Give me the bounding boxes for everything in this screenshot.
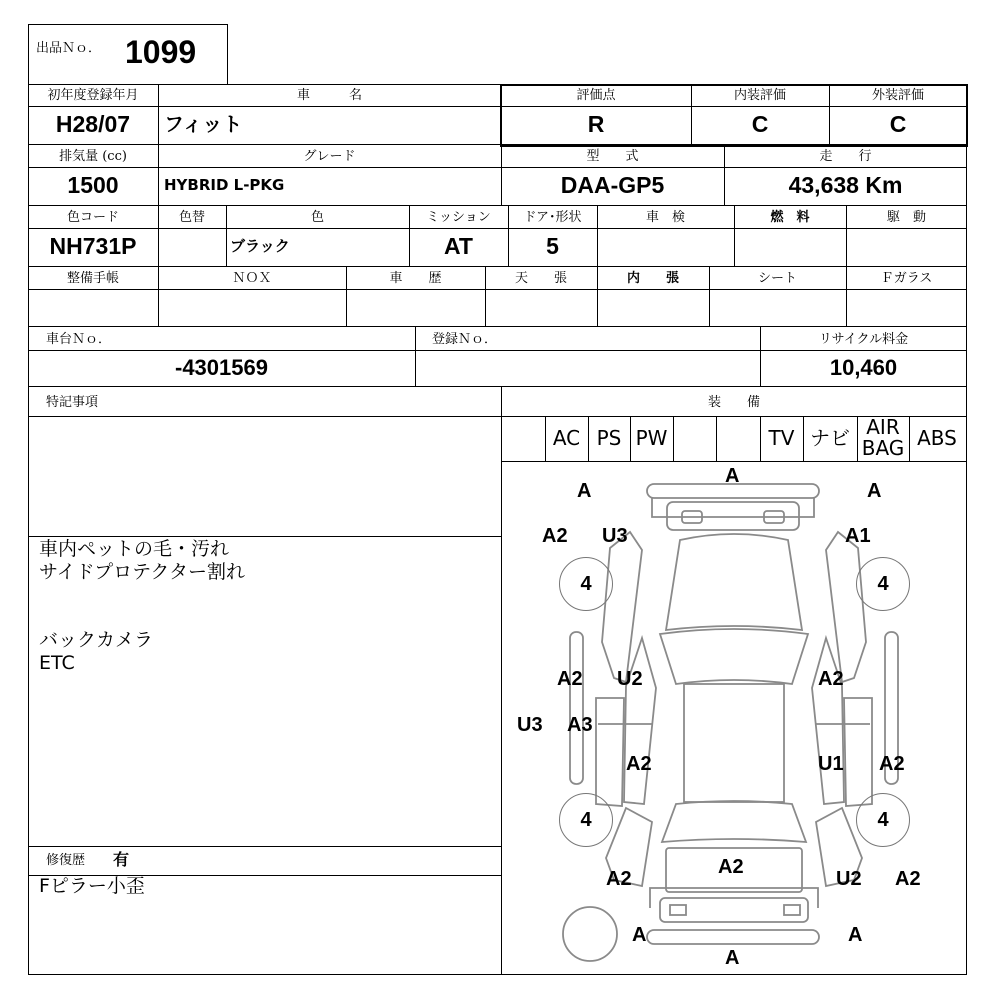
tire-front-right: 4 (856, 557, 910, 611)
lot-number: 1099 (125, 34, 197, 70)
tire-front-left: 4 (559, 557, 613, 611)
exterior-grade-value: C (889, 111, 907, 137)
color-label: 色 (310, 210, 324, 225)
note-line-4: バックカメラ (39, 629, 154, 651)
first-reg-label: 初年度登録年月 (47, 88, 139, 103)
model-label: 型 式 (586, 149, 639, 164)
score-label: 評価点 (576, 88, 616, 103)
mission-label: ミッション (426, 210, 491, 225)
damage-mark: A2 (606, 868, 632, 890)
lot-label: 出品Ｎｏ． (36, 41, 102, 56)
note-line-1: 車内ペットの毛・汚れ (39, 538, 230, 560)
equipment-tv: TV (768, 426, 795, 450)
mission-value: AT (444, 233, 473, 259)
recycle-label: リサイクル料金 (818, 332, 909, 347)
displacement-value: 1500 (67, 172, 119, 198)
damage-mark: A (725, 947, 740, 969)
interior-trim-label: 内 張 (626, 271, 679, 286)
damage-mark: U2 (836, 868, 862, 890)
mileage-value: 43,638 Km (788, 172, 903, 198)
maintenance-label: 整備手帳 (66, 271, 119, 286)
model-value: DAA-GP5 (560, 172, 665, 198)
color-code-value: NH731P (49, 233, 137, 259)
registration-label: 登録Ｎｏ． (432, 332, 498, 347)
damage-mark: A2 (818, 668, 844, 690)
history-label: 車 歴 (389, 271, 442, 286)
equipment-abs: ABS (917, 426, 957, 450)
damage-mark: A2 (879, 753, 905, 775)
repaint-label: 色替 (178, 210, 205, 225)
equipment-pw: PW (635, 426, 668, 450)
door-value: 5 (546, 233, 559, 259)
tire-rear-right: 4 (856, 793, 910, 847)
damage-mark: U3 (517, 714, 543, 736)
repair-note: Fピラー小歪 (39, 875, 145, 897)
nox-label: ＮＯＸ (232, 271, 272, 286)
car-name-label: 車 名 (296, 88, 362, 103)
glass-label: Ｆガラス (880, 271, 933, 286)
chassis-label: 車台Ｎｏ． (46, 332, 112, 347)
interior-grade-label: 内装評価 (733, 88, 786, 103)
equipment-airbag: AIR BAG (861, 415, 905, 460)
damage-mark: A (867, 480, 882, 502)
equipment-label: 装 備 (707, 395, 760, 410)
damage-mark: A2 (542, 525, 568, 547)
damage-mark: A (848, 924, 863, 946)
displacement-label: 排気量 (cc) (59, 149, 127, 164)
note-line-2: サイドプロテクター割れ (39, 561, 245, 583)
notes-label: 特記事項 (46, 395, 99, 410)
first-reg-value: H28/07 (55, 111, 131, 137)
damage-mark: A (632, 924, 647, 946)
drive-label: 駆 動 (886, 210, 926, 225)
chassis-value: -4301569 (175, 355, 268, 380)
damage-mark: A2 (718, 856, 744, 878)
equipment-ps: PS (596, 426, 622, 450)
door-label: ドア･形状 (523, 210, 582, 225)
mileage-label: 走 行 (819, 149, 872, 164)
exterior-grade-label: 外装評価 (871, 88, 924, 103)
damage-mark: A2 (557, 668, 583, 690)
damage-mark: A3 (567, 714, 593, 736)
repair-value: 有 (113, 850, 130, 869)
damage-mark: U1 (818, 753, 844, 775)
damage-mark: A (577, 480, 592, 502)
grade-label: グレード (303, 149, 356, 164)
roof-label: 天 張 (514, 271, 567, 286)
inspection-label: 車 検 (645, 210, 685, 225)
score-value: R (587, 111, 605, 137)
damage-mark: A2 (626, 753, 652, 775)
equipment-navi: ナビ (810, 426, 850, 450)
grade-value: HYBRID L-PKG (164, 176, 285, 194)
damage-mark: U2 (617, 668, 643, 690)
seat-label: シート (757, 271, 797, 286)
recycle-value: 10,460 (829, 355, 898, 380)
damage-mark: A1 (845, 525, 871, 547)
equipment-ac: AC (552, 426, 581, 450)
color-value: ブラック (230, 237, 290, 255)
tire-rear-left: 4 (559, 793, 613, 847)
damage-mark: U3 (602, 525, 628, 547)
color-code-label: 色コード (66, 210, 119, 225)
car-name-value: フィット (164, 112, 243, 136)
repair-label: 修復歴 (46, 853, 86, 868)
damage-mark: A (725, 465, 740, 487)
fuel-label: 燃 料 (770, 210, 810, 225)
note-line-5: ETC (39, 652, 75, 674)
damage-mark: A2 (895, 868, 921, 890)
interior-grade-value: C (751, 111, 769, 137)
